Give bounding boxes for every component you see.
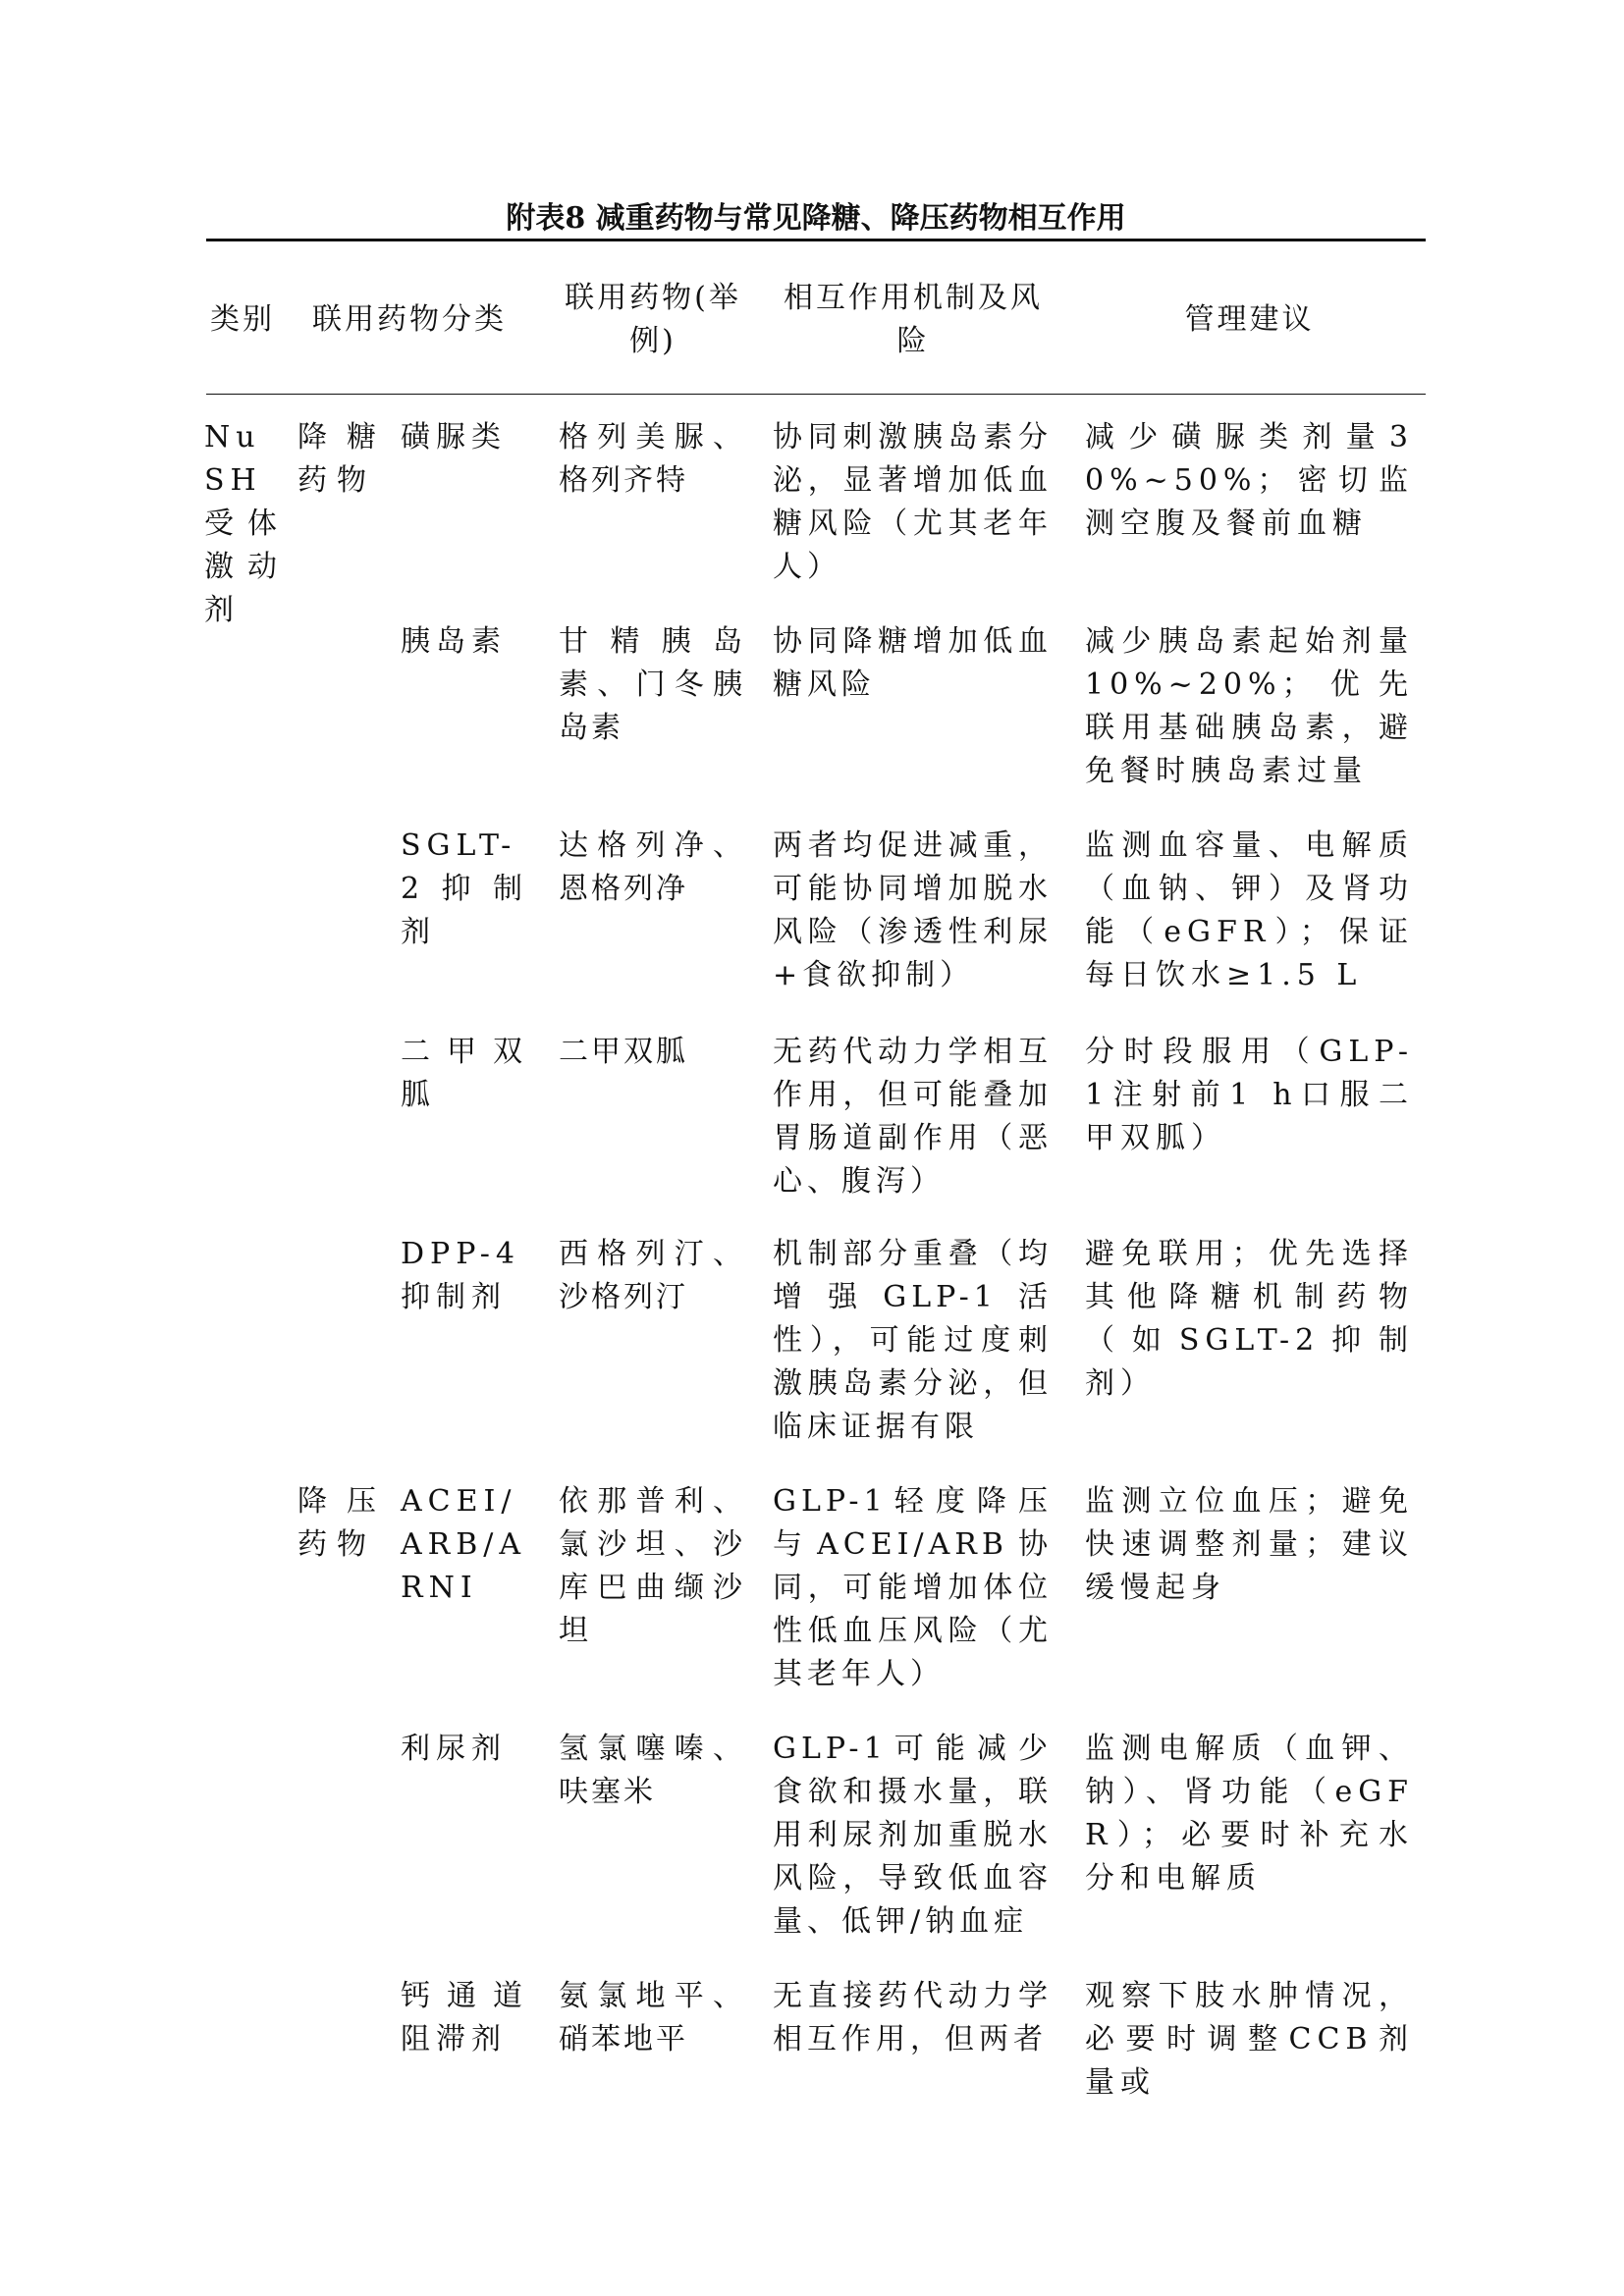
- mechanism-cell: GLP-1轻度降压与ACEI/ARB协同，可能增加体位性低血压风险（尤其老年人）: [773, 1484, 1053, 1691]
- drug-cell: 依那普利、氯沙坦、沙库巴曲缬沙坦: [559, 1484, 745, 1648]
- subclass-cell: DPP-4抑制剂: [401, 1237, 521, 1314]
- subclass-cell: 钙通道阻滞剂: [401, 1979, 528, 2056]
- advice-cell: 避免联用；优先选择其他降糖机制药物（如SGLT-2抑制剂）: [1085, 1237, 1414, 1401]
- drug-cell: 氢氯噻嗪、呋塞米: [559, 1732, 745, 1809]
- group-hypoglycemic: 降糖药物: [298, 420, 386, 498]
- drug-cell: 西格列汀、沙格列汀: [559, 1237, 745, 1314]
- header-mechanism-line2: 险: [896, 324, 930, 358]
- header-advice: 管理建议: [1184, 302, 1315, 337]
- mechanism-cell: 协同刺激胰岛素分泌，显著增加低血糖风险（尤其老年人）: [773, 420, 1053, 584]
- table-top-rule: [206, 239, 1426, 241]
- header-combined-drug: [555, 277, 751, 363]
- table-header: [0, 245, 1624, 393]
- header-category: 类别: [210, 302, 275, 337]
- subclass-cell: 利尿剂: [401, 1732, 507, 1766]
- subclass-cell: 胰岛素: [401, 624, 507, 659]
- drug-cell: 达格列净、恩格列净: [559, 828, 745, 906]
- subclass-cell: 磺脲类: [401, 420, 507, 454]
- advice-cell: 观察下肢水肿情况，必要时调整CCB剂量或: [1085, 1979, 1414, 2100]
- subclass-cell: ACEI/ARB/ARNI: [401, 1484, 527, 1605]
- mechanism-cell: 协同降糖增加低血糖风险: [773, 624, 1053, 702]
- mechanism-cell: 无直接药代动力学相互作用，但两者: [773, 1979, 1053, 2056]
- advice-cell: 监测电解质（血钾、钠）、肾功能（eGFR）；必要时补充水分和电解质: [1085, 1732, 1414, 1896]
- table-title: 附表8 减重药物与常见降糖、降压药物相互作用: [506, 201, 1126, 236]
- drug-cell: 二甲双胍: [559, 1035, 688, 1069]
- advice-cell: 监测立位血压；避免快速调整剂量；建议缓慢起身: [1085, 1484, 1414, 1605]
- header-mechanism: [771, 277, 1056, 363]
- header-combined-drug-line1: 联用药物(举: [565, 281, 741, 315]
- mechanism-cell: 机制部分重叠（均增强GLP-1活性），可能过度刺激胰岛素分泌，但临床证据有限: [773, 1237, 1053, 1444]
- header-mechanism-line1: 相互作用机制及风: [784, 281, 1043, 315]
- mechanism-cell: 两者均促进减重，可能协同增加脱水风险（渗透性利尿+食欲抑制）: [773, 828, 1053, 992]
- drug-cell: 甘精胰岛素、门冬胰岛素: [559, 624, 745, 745]
- advice-cell: 减少磺脲类剂量30%~50%；密切监测空腹及餐前血糖: [1085, 420, 1414, 541]
- drug-cell: 氨氯地平、硝苯地平: [559, 1979, 745, 2056]
- subclass-cell: 二甲双胍: [401, 1035, 528, 1112]
- advice-cell: 减少胰岛素起始剂量10%~20%；优先联用基础胰岛素，避免餐时胰岛素过量: [1085, 624, 1414, 788]
- header-combined-class: 联用药物分类: [312, 302, 507, 337]
- category-cell: NuSH受体激动剂: [204, 420, 283, 627]
- subclass-cell: SGLT-2抑制剂: [401, 828, 528, 949]
- group-antihypertensive: 降压药物: [298, 1484, 386, 1562]
- advice-cell: 分时段服用（GLP-1注射前1 h口服二甲双胍）: [1085, 1035, 1414, 1155]
- header-combined-drug-line2: 例): [629, 324, 677, 358]
- advice-cell: 监测血容量、电解质（血钠、钾）及肾功能（eGFR）；保证每日饮水≥1.5 L: [1085, 828, 1414, 992]
- mechanism-cell: GLP-1可能减少食欲和摄水量，联用利尿剂加重脱水风险，导致低血容量、低钾/钠血症: [773, 1732, 1053, 1939]
- drug-cell: 格列美脲、格列齐特: [559, 420, 745, 498]
- table-header-rule: [206, 394, 1426, 395]
- mechanism-cell: 无药代动力学相互作用，但可能叠加胃肠道副作用（恶心、腹泻）: [773, 1035, 1053, 1199]
